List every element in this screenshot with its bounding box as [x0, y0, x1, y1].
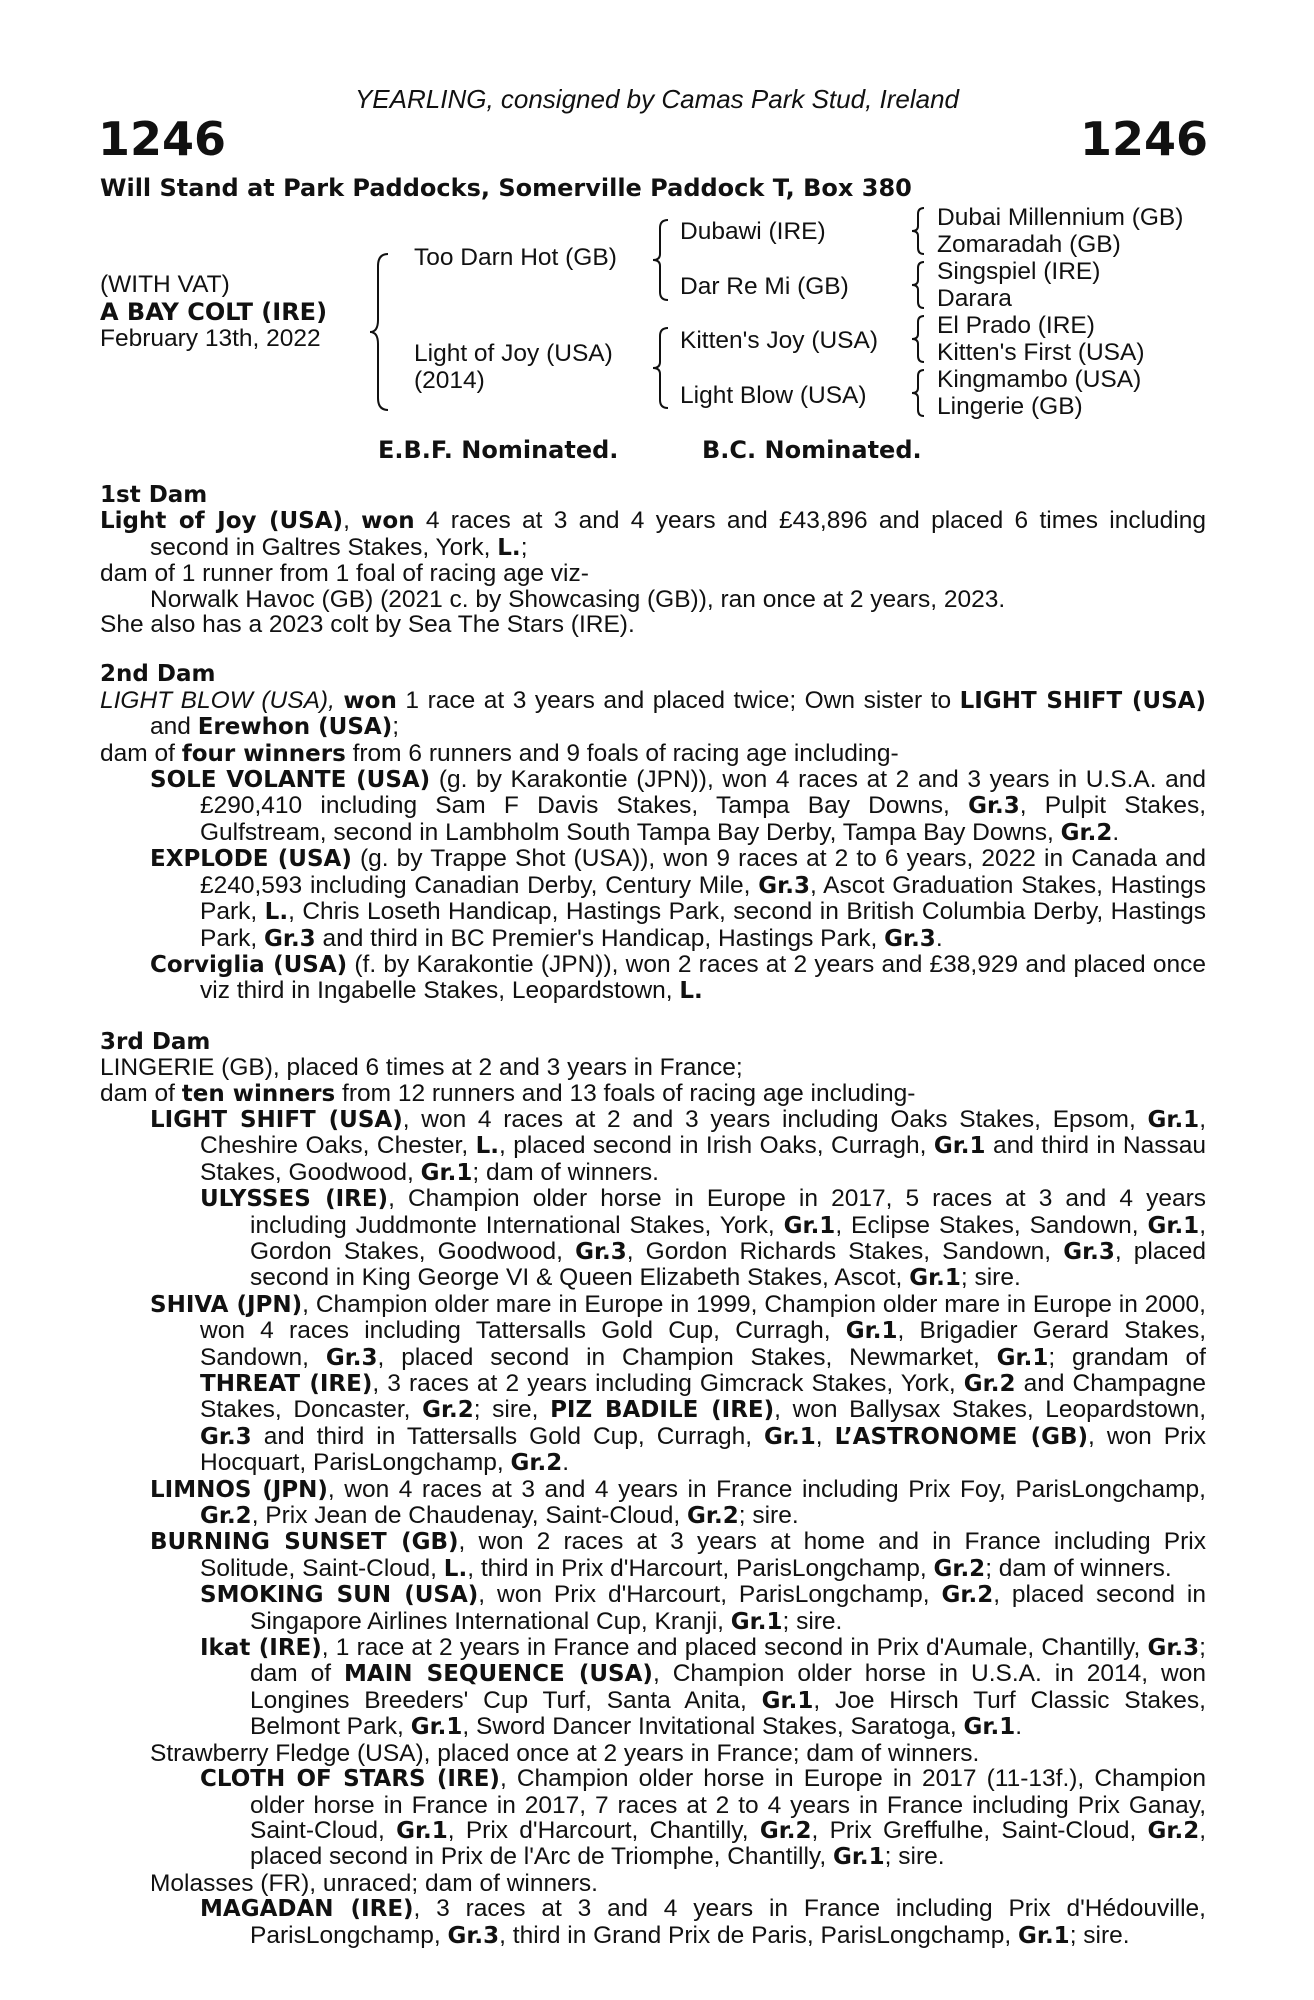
second-dam-dam-of: dam of four winners from 6 runners and 9 foals of racing age including- — [100, 739, 899, 767]
first-dam-also: She also has a 2023 colt by Sea The Stars (IRE). — [100, 611, 635, 639]
third-dam-heading: 3rd Dam — [100, 1028, 211, 1055]
progeny-strawberry-fledge: Strawberry Fledge (USA), placed once at 2 years in France; dam of winners. — [150, 1739, 980, 1767]
progeny-ulysses: ULYSSES (IRE), Champion older horse in Europe in 2017, 5 races at 3 and 4 years including Juddmonte International Stakes, York, Gr.1, Eclipse Stakes, Sandown, Gr.1, Gordon Stakes, Goodwood, Gr.3, Gordon Richards Stakes, Sandown, Gr.3, placed second in King George VI & Queen Elizabeth Stakes, Ascot, Gr.1; sire. — [200, 1185, 1207, 1292]
pedigree-brace-sire — [652, 218, 672, 302]
second-dam-name: LIGHT BLOW (USA), — [100, 686, 335, 714]
lot-number-right: 1246 — [1079, 112, 1208, 166]
pedigree-dd: Light Blow (USA) — [680, 382, 867, 409]
progeny-smoking-sun: SMOKING SUN (USA), won Prix d'Harcourt, ParisLongchamp, Gr.2, placed second in Singapore Airlines International Cup, Kranji, Gr.1; sire. — [200, 1581, 1206, 1635]
horse-name: A BAY COLT (IRE) — [100, 298, 328, 326]
progeny-ikat: Ikat (IRE), 1 race at 2 years in France and placed second in Prix d'Aumale, Chantilly, Gr.3; dam of MAIN SEQUENCE (USA), Champion older horse in U.S.A. in 2014, won Longines Breeders' Cup Turf, Santa Anita, Gr.1, Joe Hirsch Turf Classic Stakes, Belmont Park, Gr.1, Sword Dancer Invitational Stakes, Saratoga, Gr.1. — [200, 1634, 1206, 1741]
lot-subtitle: YEARLING, consigned by Camas Park Stud, Ireland — [354, 84, 960, 114]
catalogue-body — [100, 483, 1206, 1949]
vat-label: (WITH VAT) — [100, 271, 230, 298]
bc-nomination: B.C. Nominated. — [702, 436, 922, 464]
first-dam-record: Light of Joy (USA), won 4 races at 3 and 4 years and £43,896 and placed 6 times including second in Galtres Stakes, York, L.; — [100, 507, 1206, 561]
pedigree-dam-year: (2014) — [414, 367, 485, 394]
progeny-shiva: SHIVA (JPN), Champion older mare in Europe in 1999, Champion older mare in Europe in 2000, won 4 races including Tattersalls Gold Cup, Curragh, Gr.1, Brigadier Gerard Stakes, Sandown, Gr.3, placed second in Champion Stakes, Newmarket, Gr.1; grandam of THREAT (IRE), 3 races at 2 years including Gimcrack Stakes, York, Gr.2 and Champagne Stakes, Doncaster, Gr.2; sire, PIZ BADILE (IRE), won Ballysax Stakes, Leopardstown, Gr.3 and third in Tattersalls Gold Cup, Curragh, Gr.1, L’ASTRONOME (GB), won Prix Hocquart, ParisLongchamp, Gr.2. — [150, 1290, 1207, 1477]
progeny-corviglia: Corviglia (USA) (f. by Karakontie (JPN)), won 2 races at 2 years and £38,929 and placed once viz third in Ingabelle Stakes, Leopardstown, L. — [150, 950, 1206, 1005]
progeny-explode: EXPLODE (USA) (g. by Trappe Shot (USA)), won 9 races at 2 to 6 years, 2022 in Canada and £240,593 including Canadian Derby, Century Mile, Gr.3, Ascot Graduation Stakes, Hastings Park, L., Chris Loseth Handicap, Hastings Park, second in British Columbia Derby, Hastings Park, Gr.3 and third in BC Premier's Handicap, Hastings Park, Gr.3. — [150, 845, 1207, 952]
pedigree-dds: Kingmambo (USA) — [937, 366, 1142, 393]
pedigree-brace-sd — [910, 260, 928, 310]
progeny-sole-volante: SOLE VOLANTE (USA) (g. by Karakontie (JPN)), won 4 races at 2 and 3 years in U.S.A. and £290,410 including Sam F Davis Stakes, Tampa Bay Downs, Gr.3, Pulpit Stakes, Gulfstream, second in Lambholm South Tampa Bay Derby, Tampa Bay Downs, Gr.2. — [150, 766, 1207, 846]
stand-location: Will Stand at Park Paddocks, Somerville Paddock T, Box 380 — [100, 174, 912, 202]
pedigree-sds: Singspiel (IRE) — [937, 258, 1101, 285]
pedigree-brace-dd — [910, 368, 928, 418]
pedigree-dss: El Prado (IRE) — [937, 312, 1095, 339]
pedigree-ddd: Lingerie (GB) — [937, 393, 1083, 420]
pedigree-brace-ds — [910, 314, 928, 364]
second-dam-section — [100, 662, 1206, 1004]
pedigree-dam: Light of Joy (USA) — [414, 340, 613, 367]
ebf-nomination: E.B.F. Nominated. — [378, 436, 619, 464]
progeny-burning-sunset: BURNING SUNSET (GB), won 2 races at 3 years at home and in France including Prix Solitude, Saint-Cloud, L., third in Prix d'Harcourt, ParisLongchamp, Gr.2; dam of winners. — [150, 1528, 1206, 1582]
progeny-limnos: LIMNOS (JPN), won 4 races at 3 and 4 years in France including Prix Foy, ParisLongchamp, Gr.2, Prix Jean de Chaudenay, Saint-Cloud, Gr.2; sire. — [150, 1475, 1206, 1530]
first-dam-name: Light of Joy (USA) — [100, 508, 344, 535]
horse-dob: February 13th, 2022 — [100, 325, 321, 352]
pedigree-sss: Dubai Millennium (GB) — [937, 204, 1184, 231]
second-dam-heading: 2nd Dam — [100, 661, 216, 688]
first-dam-runner: Norwalk Havoc (GB) (2021 c. by Showcasing (GB)), ran once at 2 years, 2023. — [150, 585, 1006, 613]
first-dam-dam-of: dam of 1 runner from 1 foal of racing age viz- — [100, 560, 589, 588]
pedigree-sdd: Darara — [937, 285, 1012, 312]
progeny-molasses: Molasses (FR), unraced; dam of winners. — [150, 1869, 598, 1897]
third-dam-dam-of: dam of ten winners from 12 runners and 13 foals of racing age including- — [100, 1079, 916, 1107]
pedigree-ssd: Zomaradah (GB) — [937, 231, 1121, 258]
pedigree-brace-dam — [652, 326, 672, 410]
progeny-cloth-of-stars: CLOTH OF STARS (IRE), Champion older horse in Europe in 2017 (11-13f.), Champion older horse in France in 2017, 7 races at 2 to 4 years in France including Prix Ganay, Saint-Cloud, Gr.1, Prix d'Harcourt, Chantilly, Gr.2, Prix Greffulhe, Saint-Cloud, Gr.2, placed second in Prix de l'Arc de Triomphe, Chantilly, Gr.1; sire. — [200, 1765, 1207, 1871]
lot-number-left: 1246 — [98, 112, 227, 166]
pedigree-ds: Kitten's Joy (USA) — [680, 327, 879, 354]
second-dam-record: LIGHT BLOW (USA), won 1 race at 3 years and placed twice; Own sister to LIGHT SHIFT (USA) and Erewhon (USA); — [100, 686, 1206, 741]
first-dam-heading: 1st Dam — [100, 482, 208, 508]
pedigree-brace-ss — [910, 206, 928, 256]
third-dam-record: LINGERIE (GB), placed 6 times at 2 and 3 years in France; — [100, 1054, 743, 1082]
pedigree-brace-main — [370, 252, 394, 412]
progeny-light-shift: LIGHT SHIFT (USA), won 4 races at 2 and 3 years including Oaks Stakes, Epsom, Gr.1, Cheshire Oaks, Chester, L., placed second in Irish Oaks, Curragh, Gr.1 and third in Nassau Stakes, Goodwood, Gr.1; dam of winners. — [150, 1105, 1206, 1186]
third-dam-section — [100, 1030, 1206, 1949]
first-dam-section — [100, 483, 1206, 637]
pedigree-dsd: Kitten's First (USA) — [937, 339, 1145, 366]
pedigree-ss: Dubawi (IRE) — [680, 218, 826, 245]
progeny-magadan: MAGADAN (IRE), 3 races at 3 and 4 years in France including Prix d'Hédouville, ParisLongchamp, Gr.3, third in Grand Prix de Paris, ParisLongchamp, Gr.1; sire. — [200, 1895, 1206, 1949]
pedigree-sd: Dar Re Mi (GB) — [680, 273, 849, 300]
pedigree-sire: Too Darn Hot (GB) — [414, 244, 617, 271]
